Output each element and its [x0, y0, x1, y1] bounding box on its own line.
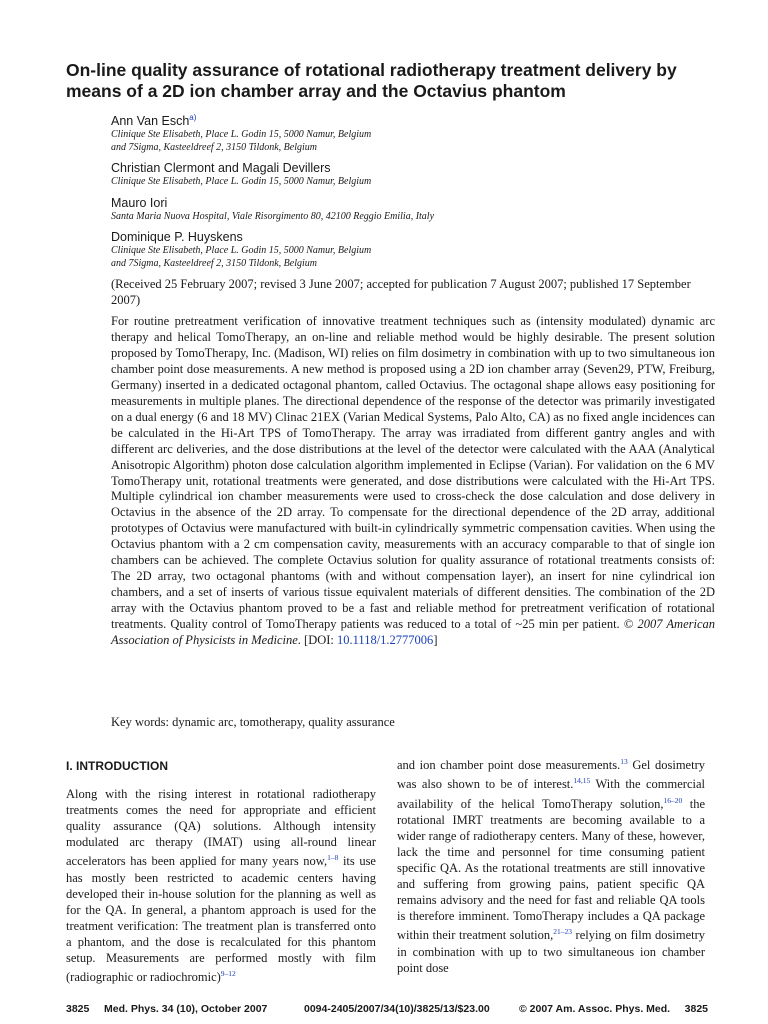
footer-journal: Med. Phys. 34 (10), October 2007: [104, 1003, 268, 1015]
author-list: [111, 110, 711, 277]
copyright-symbol: ©: [623, 617, 634, 632]
intro-left-column: [66, 786, 376, 985]
author-name: Ann Van Esch$^{a)}$: [111, 113, 197, 129]
intro-text: the rotational IMRT treatments are becoming available to a wider range of radiotherapy centers. Many of these, however, lack the time and personnel for time consuming patient specific QA. As the rotational treatments are still innovative and suffering from growing pains, patient specific QA remains advisory and the need for fast and reliable QA tools is therefore imminent. TomoTherapy includes a QA package within their treatment solution,: [397, 796, 705, 943]
intro-text: With the commercial availability of the helical TomoTherapy solution,: [397, 777, 705, 811]
keywords: Key words: dynamic arc, tomotherapy, quality assurance: [111, 715, 395, 729]
author-name: Christian Clermont and Magali Devillers: [111, 161, 331, 176]
author-block: [111, 230, 711, 270]
author-affiliation: Clinique Ste Elisabeth, Place L. Godin 15, 5000 Namur, Belgium: [111, 245, 372, 257]
section-heading: I. INTRODUCTION: [66, 759, 168, 773]
citation-link[interactable]: 21–23: [553, 927, 572, 937]
intro-text: its use has mostly been restricted to academic centers having developed their in-house solution for the planning as well as for the QA. In general, a phantom approach is used for the treatment verification: The treatment plan is transferred onto a phantom, and the dose is recalculated for this phantom setup. Measurements are performed mostly with film (radiographic or radiochromic): [66, 854, 376, 985]
doi-suffix: ]: [433, 633, 438, 648]
author-affiliation: Santa Maria Nuova Hospital, Viale Risorgimento 80, 42100 Reggio Emilia, Italy: [111, 210, 435, 222]
footer-code: 0094-2405/2007/34(10)/3825/13/$23.00: [304, 1003, 490, 1015]
article-title: On-line quality assurance of rotational radiotherapy treatment delivery by means of a 2D ion chamber array and the Octavius phantom: [66, 60, 677, 101]
intro-right-column: [397, 754, 705, 976]
intro-text: Gel dosimetry was also shown to be of interest.: [397, 758, 705, 792]
author-footnote-mark[interactable]: a): [189, 113, 197, 122]
author-name: Dominique P. Huyskens: [111, 230, 243, 245]
citation-link[interactable]: 14,15: [573, 776, 591, 786]
intro-text: and ion chamber point dose measurements.: [397, 758, 621, 773]
author-affiliation: and 7Sigma, Kasteeldreef 2, 3150 Tildonk, Belgium: [111, 257, 318, 269]
citation-link[interactable]: 9–12: [220, 969, 236, 979]
footer-page-number-right: 3825: [684, 1003, 708, 1015]
footer-page-number-left: 3825: [66, 1003, 90, 1015]
author-affiliation: Clinique Ste Elisabeth, Place L. Godin 15, 5000 Namur, Belgium: [111, 129, 372, 141]
copyright-org: 2007 American Association of Physicists in Medicine: [111, 617, 716, 648]
footer-copyright: © 2007 Am. Assoc. Phys. Med.: [519, 1003, 671, 1015]
citation-link[interactable]: 13: [620, 757, 628, 766]
author-block: [111, 196, 711, 224]
author-block: [111, 161, 711, 189]
author-affiliation: Clinique Ste Elisabeth, Place L. Godin 15, 5000 Namur, Belgium: [111, 176, 372, 188]
author-block: [111, 110, 711, 154]
abstract: For routine pretreatment verification of innovative treatment techniques such as (intensity modulated) dynamic arc therapy and helical TomoTherapy, an on-line and reliable method would be highly desirable. The present solution proposed by TomoTherapy, Inc. (Madison, WI) relies on film dosimetry in combination with up to two simultaneous ion chamber point dose measurements. A new method is proposed using a 2D ion chamber array (Seven29, PTW, Freiburg, Germany) inserted in a dedicated octagonal phantom, called Octavius. The octagonal shape allows easy positioning for measurements in multiple planes. The directional dependence of the response of the detector was primarily investigated on a dual energy (6 and 18 MV) Clinac 21EX (Varian Medical Systems, Palo Alto, CA) as no fixed angle incidences can be calculated in the Hi-Art TPS of TomoTherapy. The array was irradiated from different gantry angles and with different arc deliveries, and the dose distributions at the level of the detector were calculated with the AAA (Analytical Anisotropic Algorithm) photon dose calculation algorithm implemented in Eclipse (Varian). For validation on the 6 MV TomoTherapy unit, rotational treatments were generated, and dose distributions were calculated with the Hi-Art TPS. Multiple cylindrical ion chamber measurements were used to cross-check the dose calculation and dose delivery in Octavius in the absence of the 2D array. To compensate for the directional dependence of the 2D array, additional prototypes of Octavius were manufactured with built-in cylindrically symmetric compensation cavities. When using the Octavius phantom with a 2 cm compensation cavity, measurements with an accuracy comparable to that of single ion chambers can be achieved. The complete Octavius solution for quality assurance of rotational treatments consists of: The 2D array, two octagonal phantoms (with and without compensation layer), an insert for nine cylindrical ion chambers, and a set of inserts of various tissue equivalent materials of different densities. The combination of the 2D array with the Octavius phantom proved to be a fast and reliable method for pretreatment verification of rotational treatments. Quality control of TomoTherapy patients was reduced to a total of ~25 min per patient. © 2007 American Association of Physicists in Medicine. [DOI: 10.1118/1.2777006]: [111, 314, 716, 648]
abstract-text: For routine pretreatment verification of innovative treatment techniques such as (intensity modulated) dynamic arc therapy and helical TomoTherapy, an on-line and reliable method would be highly desirable. The present solution proposed by TomoTherapy, Inc. (Madison, WI) relies on film dosimetry in combination with up to two simultaneous ion chamber point dose measurements. A new method is proposed using a 2D ion chamber array (Seven29, PTW, Freiburg, Germany) inserted in a dedicated octagonal phantom, called Octavius. The octagonal shape allows easy positioning for measurements in multiple planes. The directional dependence of the response of the detector was primarily investigated on a dual energy (6 and 18 MV) Clinac 21EX (Varian Medical Systems, Palo Alto, CA) as no fixed angle incidences can be calculated in the Hi-Art TPS of TomoTherapy. The array was irradiated from different gantry angles and with different arc deliveries, and the dose distributions at the level of the detector were calculated with the AAA (Analytical Anisotropic Algorithm) photon dose calculation algorithm implemented in Eclipse (Varian). For validation on the 6 MV TomoTherapy unit, rotational treatments were generated, and dose distributions were calculated with the Hi-Art TPS. Multiple cylindrical ion chamber measurements were used to cross-check the dose calculation and dose delivery in Octavius in the absence of the 2D array. To compensate for the directional dependence of the 2D array, additional prototypes of Octavius were manufactured with built-in cylindrically symmetric compensation cavities. When using the Octavius phantom with a 2 cm compensation cavity, measurements with an accuracy comparable to that of single ion chambers can be achieved. The complete Octavius solution for quality assurance of rotational treatments consists of: The 2D array, two octagonal phantoms (with and without compensation layer), an insert for nine cylindrical ion chambers, and a set of inserts of various tissue equivalent materials of different densities. The combination of the 2D array with the Octavius phantom proved to be a fast and reliable method for pretreatment verification of rotational treatments. Quality control of TomoTherapy patients was reduced to a total of ~25 min per patient.: [111, 314, 715, 632]
author-affiliation: and 7Sigma, Kasteeldreef 2, 3150 Tildonk, Belgium: [111, 141, 318, 153]
received-dates: (Received 25 February 2007; revised 3 June 2007; accepted for publication 7 August 2007; published 17 September 2007): [111, 277, 691, 307]
intro-text: Along with the rising interest in rotational radiotherapy treatments comes the need for appropriate and efficient quality assurance (QA) solutions. Although intensity modulated arc therapy (IMAT) using all-round linear accelerators has been applied for many years now,: [66, 787, 376, 869]
citation-link[interactable]: 16–20: [663, 795, 683, 805]
author-name: Mauro Iori: [111, 195, 168, 210]
intro-text: relying on film dosimetry in combination with up to two simultaneous ion chamber point dose: [397, 928, 705, 975]
doi-link[interactable]: 10.1118/1.2777006: [337, 633, 434, 648]
doi-prefix: [DOI:: [304, 633, 334, 648]
citation-link[interactable]: 1–8: [327, 853, 339, 863]
